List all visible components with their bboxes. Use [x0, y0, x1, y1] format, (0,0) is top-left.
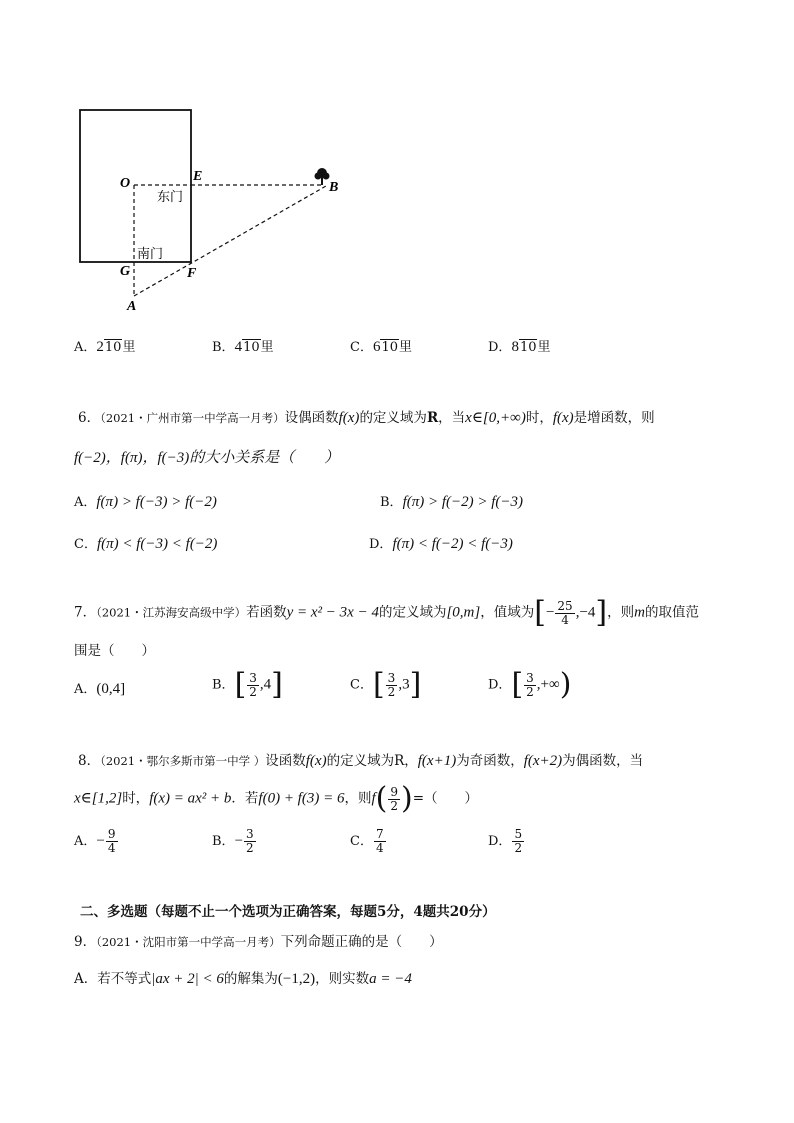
q7-stem: 7．（2021・江苏海安高级中学）若函数y = x² − 3x − 4的定义域为[0,m]，值域为[− $\frac{25}{4}$ ,−4]，则m的取值范 — [74, 595, 699, 630]
label-E: E — [193, 169, 203, 184]
sqrt-radicand: 10 — [243, 340, 260, 355]
label-F: F — [187, 266, 197, 281]
q8-stem: 8．（2021・鄂尔多斯市第一中学 ）设函数f(x)的定义域为R，f(x+1)为奇函数，f(x+2)为偶函数，当 — [78, 753, 644, 769]
section-title: 二、多选题（每题不止一个选项为正确答案，每题5分，4题共20分） — [80, 904, 496, 920]
label-south-gate: 南门 — [137, 246, 164, 261]
tree-icon — [315, 168, 330, 185]
label-A: A — [127, 299, 137, 314]
q7-option-a[interactable]: A．(0,4] — [74, 681, 126, 697]
city-rectangle — [80, 110, 191, 262]
q5-option-c[interactable]: C．610里 — [350, 339, 413, 355]
q9-stem: 9．（2021・沈阳市第一中学高一月考）下列命题正确的是（ ） — [74, 934, 443, 950]
sqrt-radicand: 10 — [519, 340, 537, 355]
q6-option-a[interactable]: A．f(π) > f(−3) > f(−2) — [74, 494, 217, 510]
label-B: B — [329, 180, 339, 195]
q6-option-d[interactable]: D．f(π) < f(−2) < f(−3) — [369, 536, 513, 552]
q7-stem-line2: 围是（ ） — [74, 643, 155, 659]
q8-option-c[interactable]: C． $\frac{7}{4}$ — [350, 827, 384, 855]
q6-stem-line2: f(−2)，f(π)，f(−3)的大小关系是（ ） — [74, 450, 340, 466]
q8-option-d[interactable]: D． $\frac{5}{2}$ — [488, 827, 523, 855]
q6-stem: 6．（2021・广州市第一中学高一月考）设偶函数f(x)的定义域为R，当x∈[0,+∞)时，f(x)是增函数，则 — [78, 410, 655, 426]
label-east-gate: 东门 — [157, 189, 184, 204]
q7-option-c[interactable]: C．[ $\frac{3}{2}$ ,3] — [350, 667, 422, 702]
q8-stem-line2: x∈[1,2]时，f(x) = ax² + b．若f(0) + f(3) = 6，则f( $\frac{9}{2}$ )=（ ） — [74, 781, 479, 816]
q7-option-d[interactable]: D．[ $\frac{3}{2}$ ,+∞) — [488, 667, 572, 702]
geometry-figure — [0, 0, 794, 330]
label-O: O — [120, 176, 131, 191]
q5-option-d[interactable]: D．810里 — [488, 339, 551, 355]
q8-option-a[interactable]: A．− $\frac{9}{4}$ — [74, 827, 116, 855]
q6-option-b[interactable]: B．f(π) > f(−2) > f(−3) — [380, 494, 524, 510]
q6-option-c[interactable]: C．f(π) < f(−3) < f(−2) — [74, 536, 218, 552]
q5-option-b[interactable]: B．410里 — [212, 339, 274, 355]
q8-option-b[interactable]: B．− $\frac{3}{2}$ — [212, 827, 254, 855]
q5-option-a[interactable]: A．210里 — [74, 339, 136, 355]
sqrt-radicand: 10 — [381, 340, 398, 355]
label-G: G — [120, 264, 131, 279]
sqrt-radicand: 10 — [104, 340, 122, 355]
q7-option-b[interactable]: B．[ $\frac{3}{2}$ ,4] — [212, 667, 283, 702]
q9-option-a[interactable]: A．若不等式|ax + 2| < 6的解集为(−1,2)，则实数a = −4 — [74, 971, 412, 987]
